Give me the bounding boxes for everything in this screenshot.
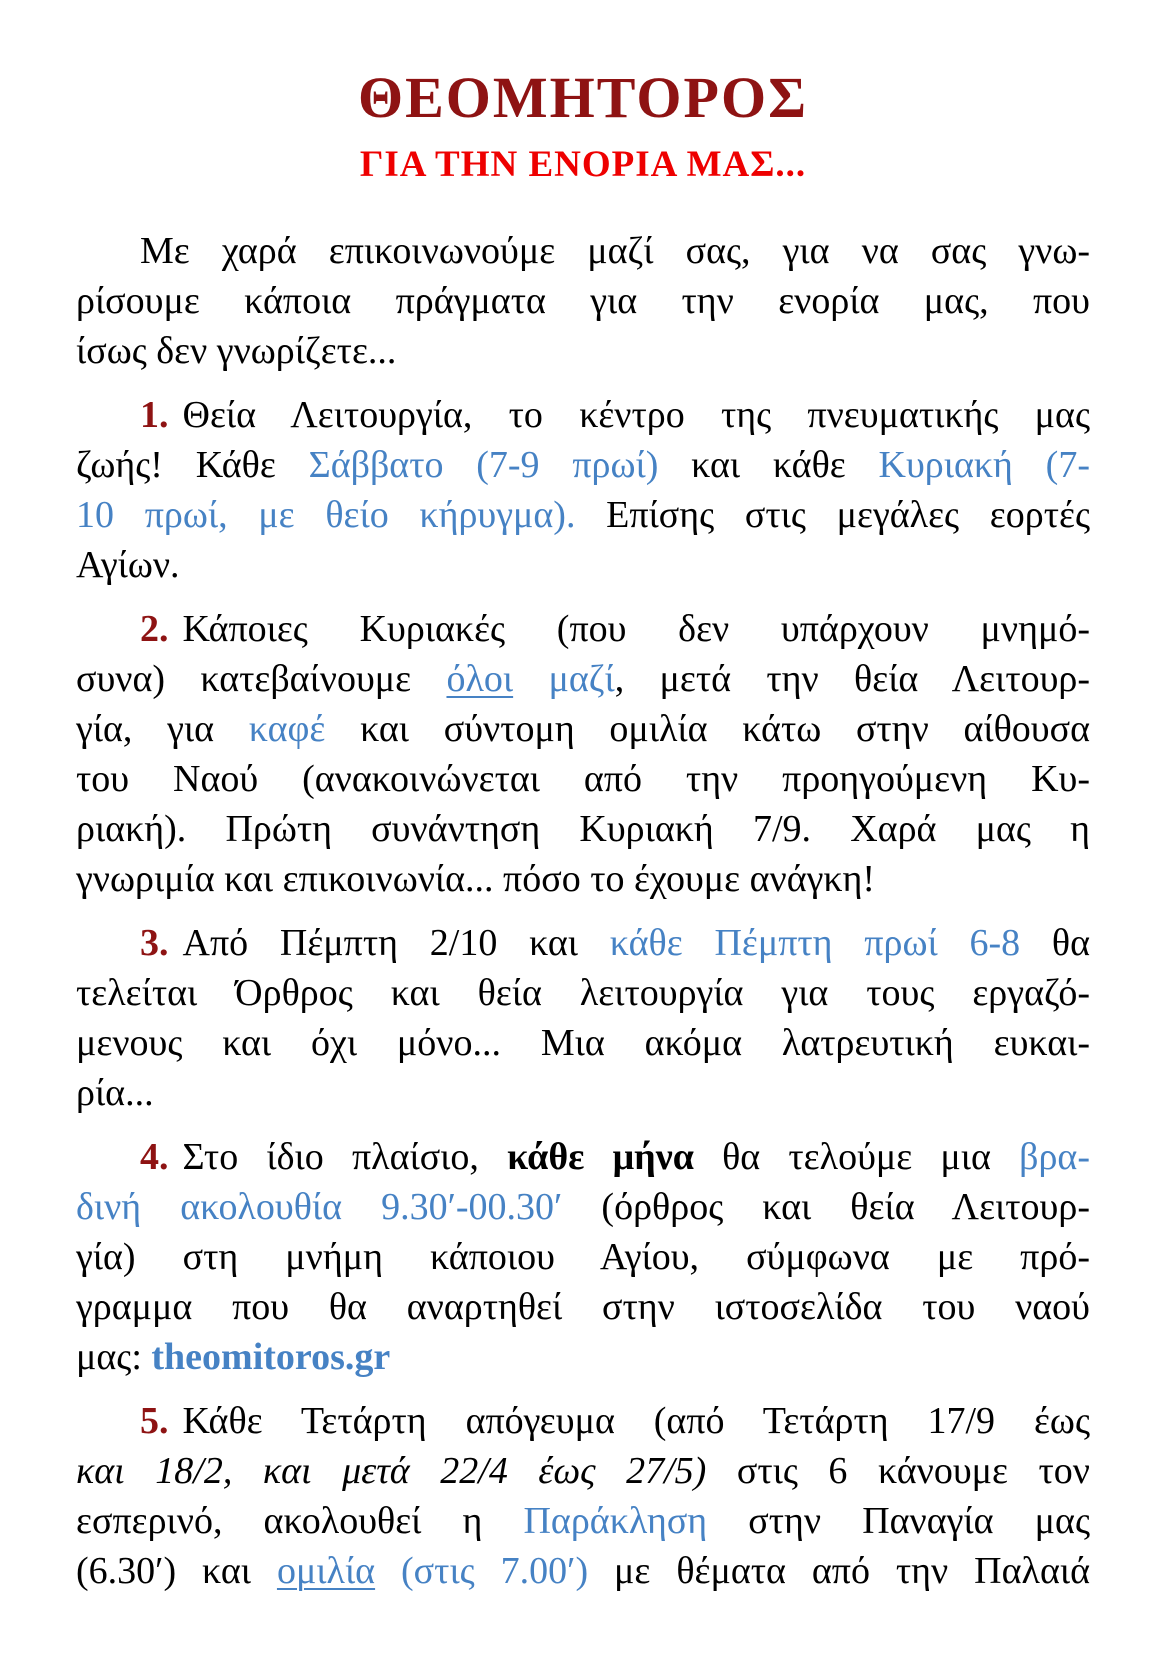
text-line	[76, 804, 1090, 854]
text-run: ζωής! Κάθε	[76, 444, 309, 486]
text-link[interactable]: όλοι	[446, 658, 514, 700]
text-run: ρίσουμε κάποια πράγματα για την ενορία μας, που	[76, 280, 1090, 322]
text-run: με θέματα από την Παλαιά	[588, 1550, 1090, 1592]
highlighted-text: (στις 7.00′)	[401, 1550, 589, 1592]
text-run: Κάποιες Κυριακές (που δεν υπάρχουν μνημό-	[182, 608, 1090, 650]
paragraph-intro	[76, 226, 1090, 376]
highlighted-text: Σάββατο (7-9 πρωί)	[308, 444, 659, 486]
list-number: 4.	[140, 1136, 169, 1178]
text-line	[76, 1018, 1090, 1068]
text-run: Από Πέμπτη 2/10 και	[182, 922, 610, 964]
text-run: θα τελούμε μια	[693, 1136, 1020, 1178]
highlighted-text: Παράκληση	[523, 1500, 708, 1542]
text-line	[76, 854, 1090, 904]
text-run: ριακή). Πρώτη συνάντηση Κυριακή 7/9. Χαρά μας η	[76, 808, 1090, 850]
text-run: Στο ίδιο πλαίσιο,	[182, 1136, 508, 1178]
text-line	[76, 490, 1090, 540]
text-run: και κάθε	[658, 444, 879, 486]
text-run: μενους και όχι μόνο... Μια ακόμα λατρευτική ευκαι-	[76, 1022, 1090, 1064]
highlighted-text: βρα-	[1019, 1136, 1090, 1178]
text-line	[76, 654, 1090, 704]
text-line	[76, 1396, 1090, 1446]
text-run: ίσως δεν γνωρίζετε...	[76, 330, 397, 372]
document-body	[76, 226, 1090, 1596]
text-line	[76, 1446, 1090, 1496]
italic-text: και 18/2, και μετά 22/4 έως 27/5)	[76, 1450, 707, 1492]
bold-text: κάθε μήνα	[507, 1136, 694, 1178]
text-line	[76, 390, 1090, 440]
text-run	[513, 658, 548, 700]
text-run: γία, για	[76, 708, 249, 750]
text-line	[76, 604, 1090, 654]
text-run: εσπερινό, ακολουθεί η	[76, 1500, 524, 1542]
document-subtitle: ΓΙΑ ΤΗΝ ΕΝΟΡΙΑ ΜΑΣ...	[359, 144, 807, 185]
text-line	[76, 1232, 1090, 1282]
text-run: Επίσης στις μεγάλες εορτές	[575, 494, 1090, 536]
text-line	[76, 704, 1090, 754]
text-line	[76, 276, 1090, 326]
text-line	[76, 1332, 1090, 1382]
text-run: ρία...	[76, 1072, 154, 1114]
paragraph-5	[76, 1396, 1090, 1596]
highlighted-text: 10 πρωί, με θείο κήρυγμα).	[76, 494, 576, 536]
text-run: Με χαρά επικοινωνούμε μαζί σας, για να σας γνω-	[140, 230, 1090, 272]
text-run: (6.30′) και	[76, 1550, 277, 1592]
text-run: μας:	[76, 1336, 152, 1378]
text-line	[76, 1496, 1090, 1546]
text-line	[76, 754, 1090, 804]
text-line	[76, 440, 1090, 490]
paragraph-1	[76, 390, 1090, 590]
text-run: (όρθρος και θεία Λειτουρ-	[562, 1186, 1090, 1228]
text-run: Αγίων.	[76, 544, 180, 586]
text-run: και σύντομη ομιλία κάτω στην αίθουσα	[325, 708, 1090, 750]
highlighted-text: δινή ακολουθία 9.30′-00.30′	[76, 1186, 563, 1228]
text-line	[76, 968, 1090, 1018]
text-run: Κάθε Τετάρτη απόγευμα (από Τετάρτη 17/9 έως	[182, 1400, 1090, 1442]
highlighted-text: μαζί	[548, 658, 615, 700]
text-run: , μετά την θεία Λειτουρ-	[614, 658, 1091, 700]
text-line	[76, 1132, 1090, 1182]
text-run: γραμμα που θα αναρτηθεί στην ιστοσελίδα του ναού	[76, 1286, 1090, 1328]
text-run: γία) στη μνήμη κάποιου Αγίου, σύμφωνα με πρό-	[76, 1236, 1090, 1278]
list-number: 5.	[140, 1400, 169, 1442]
text-line	[76, 1546, 1090, 1596]
text-run: Θεία Λειτουργία, το κέντρο της πνευματικής μας	[182, 394, 1090, 436]
text-link[interactable]: ομιλία	[276, 1550, 376, 1592]
document-title: ΘΕΟΜΗΤΟΡΟΣ	[358, 65, 808, 130]
text-run: στην Παναγία μας	[707, 1500, 1090, 1542]
text-run	[375, 1550, 401, 1592]
paragraph-4	[76, 1132, 1090, 1382]
highlighted-text: Κυριακή (7-	[878, 444, 1090, 486]
highlighted-text: καφέ	[248, 708, 326, 750]
text-run: τελείται Όρθρος και θεία λειτουργία για τους εργαζό-	[76, 972, 1090, 1014]
text-line	[76, 226, 1090, 276]
list-number: 2.	[140, 608, 169, 650]
paragraph-3	[76, 918, 1090, 1118]
paragraph-2	[76, 604, 1090, 904]
text-line	[76, 326, 1090, 376]
text-line	[76, 1282, 1090, 1332]
text-line	[76, 1068, 1090, 1118]
website-link[interactable]: theomitoros.gr	[151, 1336, 391, 1378]
list-number: 1.	[140, 394, 169, 436]
text-run: του Ναού (ανακοινώνεται από την προηγούμενη Κυ-	[76, 758, 1090, 800]
text-line	[76, 918, 1090, 968]
text-line	[76, 540, 1090, 590]
text-line	[76, 1182, 1090, 1232]
text-run: γνωριμία και επικοινωνία... πόσο το έχουμε ανάγκη!	[76, 858, 876, 900]
text-run: συνα) κατεβαίνουμε	[76, 658, 447, 700]
text-run: θα	[1020, 922, 1090, 964]
list-number: 3.	[140, 922, 169, 964]
highlighted-text: κάθε Πέμπτη πρωί 6-8	[609, 922, 1021, 964]
text-run: στις 6 κάνουμε τον	[706, 1450, 1090, 1492]
